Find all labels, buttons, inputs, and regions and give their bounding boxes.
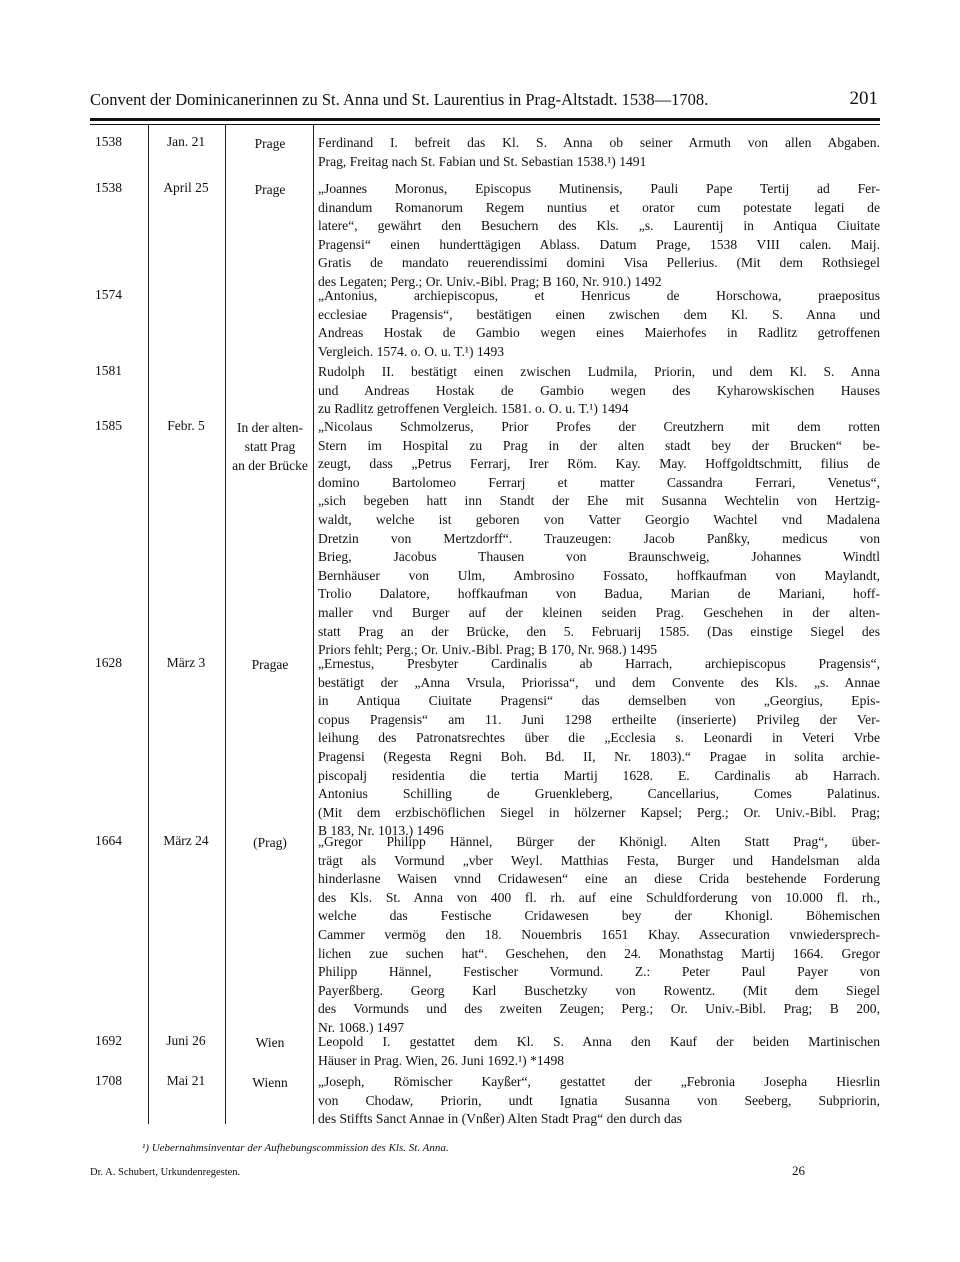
entry-text xyxy=(318,287,880,361)
footer-signature: 26 xyxy=(792,1163,805,1178)
entry-text-line: Trolio Dalatore, hoffkaufman von Badua, Marian de Mariani, hoff- xyxy=(318,586,880,602)
entry-year: 1692 xyxy=(95,1033,122,1048)
entry-place-line: Wienn xyxy=(252,1075,288,1090)
entry-year: 1574 xyxy=(95,287,122,302)
entry-date: Febr. 5 xyxy=(167,418,205,433)
entry-text-line: des Stiffts Sanct Annae in (Vnßer) Alten Stadt Prag“ den durch das xyxy=(318,1111,683,1127)
entry-text-line: statt Prag an der Brücke, den 5. Februarij 1585. (Das einstige Siegel des xyxy=(318,623,880,639)
entry-text xyxy=(318,363,880,419)
entry-text-line: Pragensi (Regesta Regni Boh. Bd. II, Nr. 1803).“ Pragae in solita archie- xyxy=(318,748,880,764)
entry-date: März 3 xyxy=(166,655,206,670)
entry-date: April 25 xyxy=(163,180,209,195)
header-rule-thick xyxy=(90,118,880,121)
entry-text xyxy=(318,418,880,660)
entry-text-line: Stern im Hospital zu Prag in der alten stadt bey der Brucken“ be- xyxy=(318,437,880,453)
entry-text-line: Philipp Hännel, Festischer Vormund. Z.: Peter Paul Payer von xyxy=(318,964,880,980)
entry-text-line: in Antiqua Ciuitate Pragensi“ das demselben von „Georgius, Epis- xyxy=(318,693,880,709)
entry-text-line: domino Bartolomeo Ferrarj et matter Cassandra Ferrari, Venetus“, xyxy=(318,474,880,490)
entry-text-line: ecclesiae Pragensis“, bestätigen einen zwischen dem Kl. S. Anna und xyxy=(318,306,880,322)
entry-place-line: Prage xyxy=(254,136,286,151)
entry-place-line: In der alten- xyxy=(237,420,303,435)
entry-text xyxy=(318,134,880,171)
entry-date: März 24 xyxy=(163,833,209,848)
entry-text-line: piscopalj residentia die tertia Martij 1628. E. Cardinalis ab Harrach. xyxy=(318,767,880,783)
entry-text-line: Priors fehlt; Perg.; Or. Univ.-Bibl. Prag; B 170, Nr. 968.) 1495 xyxy=(318,642,658,658)
entry-text xyxy=(318,1073,880,1129)
entry-text-line: Nr. 1068.) 1497 xyxy=(318,1019,405,1035)
entry-date: Mai 21 xyxy=(166,1073,206,1088)
entry-text-line: Vergleich. 1574. o. O. u. T.¹) 1493 xyxy=(318,343,505,359)
entry-text-line: dinandum Romanorum Regem nuntius et orator cum potestate legati de xyxy=(318,199,880,215)
entry-text-line: B 183, Nr. 1013.) 1496 xyxy=(318,823,444,839)
entry-place xyxy=(225,418,315,475)
entry-text-line: lichen zue suchen hat“. Geschehen, den 24. Monathstag Martij 1664. Gregor xyxy=(318,945,880,961)
entry-text-line: latere“, gewährt den Besuchern des Kls. „s. Laurentij in Antiqua Ciuitate xyxy=(318,218,880,234)
entry-year: 1628 xyxy=(95,655,122,670)
entry-place-line: Wien xyxy=(255,1035,285,1050)
entry-text-line: maller vnd Burger auf der kleinen seiden Prag. Geschehen in der alten- xyxy=(318,604,880,620)
entry-year: 1708 xyxy=(95,1073,122,1088)
entry-text-line: Leopold I. gestattet dem Kl. S. Anna den Kauf der beiden Martinischen xyxy=(318,1034,880,1049)
entry-place xyxy=(225,655,315,674)
entry-text-line: trägt als Vormund „vber Weyl. Matthias Festa, Burger und Handelsman alda xyxy=(318,852,880,868)
entry-text-line: des Legaten; Perg.; Or. Univ.-Bibl. Prag; B 160, Nr. 910.) 1492 xyxy=(318,273,662,289)
entry-text-line: „Gregor Philipp Hännel, Bürger der Khönigl. Alten Statt Prag“, über- xyxy=(318,834,880,849)
entry-text-line: zu Radlitz getroffenen Vergleich. 1581. o. O. u. T.¹) 1494 xyxy=(318,401,629,417)
entry-text-line: zeugt, dass „Petrus Ferrarj, Irer Röm. Kay. May. Hoffgoldtschmitt, filius de xyxy=(318,456,880,472)
entry-text-line: „Nicolaus Schmolzerus, Prior Profes der Creutzhern mit dem rotten xyxy=(318,419,880,434)
entry-text-line: „Antonius, archiepiscopus, et Henricus de Horschowa, praepositus xyxy=(318,288,880,303)
entry-place xyxy=(225,180,315,199)
entry-place xyxy=(225,1073,315,1092)
entry-text xyxy=(318,833,880,1038)
entry-date: Juni 26 xyxy=(166,1033,206,1048)
header-rule-thin xyxy=(90,124,880,125)
entry-year: 1664 xyxy=(95,833,122,848)
entry-text-line: Cammer vermög den 18. Nouembris 1651 Khay. Assecuration vnwiedersprech- xyxy=(318,926,880,942)
entry-text-line: copus Pragensis“ am 11. Juni 1298 ertheilte (inserierte) Privileg der Ver- xyxy=(318,711,880,727)
entry-text-line: Häuser in Prag. Wien, 26. Juni 1692.¹) *1498 xyxy=(318,1052,565,1068)
entry-text-line: waldt, welche ist geboren von Vatter Georgio Wachtel vnd Madalena xyxy=(318,511,880,527)
entry-place-line: Pragae xyxy=(251,657,289,672)
entry-text-line: Payerßberg. Georg Karl Buschetzky von Rowentz. (Mit dem Siegel xyxy=(318,982,880,998)
entry-text-line: „Ernestus, Presbyter Cardinalis ab Harrach, archiepiscopus Pragensis“, xyxy=(318,656,880,671)
page-number: 201 xyxy=(849,88,878,109)
footer-author: Dr. A. Schubert, Urkundenregesten. xyxy=(90,1167,241,1178)
entry-text-line: „Joseph, Römischer Kayßer“, gestattet der „Febronia Josepha Hiesrlin xyxy=(318,1074,880,1089)
entry-year: 1538 xyxy=(95,134,122,149)
entry-text-line: des Vormunds und des zweiten Zeugen; Perg.; Or. Univ.-Bibl. Prag; B 200, xyxy=(318,1001,880,1017)
entry-text xyxy=(318,655,880,841)
entry-place-line: an der Brücke xyxy=(232,458,308,473)
entry-place-line: statt Prag xyxy=(244,439,296,454)
entry-place xyxy=(225,1033,315,1052)
entry-text-line: „Joannes Moronus, Episcopus Mutinensis, Pauli Pape Tertij ad Fer- xyxy=(318,181,880,196)
entry-text-line: Bernhäuser von Ulm, Ambrosino Fossato, hoffkaufman von Maylandt, xyxy=(318,567,880,583)
entry-text-line: Brieg, Jacobus Thausen von Braunschweig, Johannes Windtl xyxy=(318,549,880,565)
entry-text-line: und Andreas Hostak de Gambio wegen des Kyharowskischen Hauses xyxy=(318,382,880,398)
entry-text xyxy=(318,1033,880,1070)
footnote: ¹) Uebernahmsinventar der Aufhebungscommission des Kls. St. Anna. xyxy=(142,1142,449,1154)
entry-text-line: von Chodaw, Priorin, undt Ignatia Susanna von Seeberg, Subpriorin, xyxy=(318,1092,880,1108)
entry-text-line: welche das Festische Cridawesen bey der Khonigl. Böhemischen xyxy=(318,908,880,924)
entry-text-line: Rudolph II. bestätigt einen zwischen Ludmila, Priorin, und dem Kl. S. Anna xyxy=(318,364,880,379)
entry-place-line: (Prag) xyxy=(253,835,287,850)
entry-text xyxy=(318,180,880,292)
entry-text-line: „sich begeben hatt inn Standt der Ehe mit Susanna Wechtelin von Hertzig- xyxy=(318,493,880,509)
header-title: Convent der Dominicanerinnen zu St. Anna und St. Laurentius in Prag-Altstadt. 1538—1708. xyxy=(90,90,709,109)
entry-text-line: Dretzin von Mertzdorff“. Trauzeugen: Jacob Panßky, medicus von xyxy=(318,530,880,546)
entry-text-line: hinderlasne Waisen vnnd Cridawesen“ eine an diese Crida bestehende Forderung xyxy=(318,871,880,887)
column-divider xyxy=(313,124,314,1124)
entry-text-line: Prag, Freitag nach St. Fabian und St. Sebastian 1538.¹) 1491 xyxy=(318,153,647,169)
entry-place xyxy=(225,833,315,852)
column-divider xyxy=(148,124,149,1124)
running-header xyxy=(90,90,880,116)
entry-place-line: Prage xyxy=(254,182,286,197)
entry-text-line: Antonius Schilling de Gruenkleberg, Cancellarius, Comes Palatinus. xyxy=(318,786,880,802)
entry-text-line: leihung des Patronatsrechtes über die „Ecclesia s. Leonardi in Veteri Vrbe xyxy=(318,730,880,746)
entry-year: 1538 xyxy=(95,180,122,195)
entry-text-line: des Kls. St. Anna von 400 fl. rh. auf eine Schuldforderung von 10.000 fl. rh., xyxy=(318,889,880,905)
entry-text-line: Ferdinand I. befreit das Kl. S. Anna ob seiner Armuth von allen Abgaben. xyxy=(318,135,880,150)
entry-text-line: Andreas Hostak de Gambio wegen eines Maierhofes in Radlitz getroffenen xyxy=(318,325,880,341)
entry-text-line: Gratis de mandato reuerendissimi domini Visa Pellerius. (Mit dem Rothsiegel xyxy=(318,255,880,271)
entry-year: 1585 xyxy=(95,418,122,433)
entry-year: 1581 xyxy=(95,363,122,378)
entry-text-line: bestätigt der „Anna Vrsula, Priorissa“, und dem Convente des Kls. „s. Annae xyxy=(318,674,880,690)
entry-text-line: (Mit dem erzbischöflichen Siegel in hölzerner Kapsel; Perg.; Or. Univ.-Bibl. Prag; xyxy=(318,804,880,820)
column-divider xyxy=(225,124,226,1124)
entry-text-line: Pragensi“ einen hunderttägigen Ablass. Datum Prage, 1538 VIII calen. Maij. xyxy=(318,236,880,252)
entry-date: Jan. 21 xyxy=(166,134,206,149)
entry-place xyxy=(225,134,315,153)
